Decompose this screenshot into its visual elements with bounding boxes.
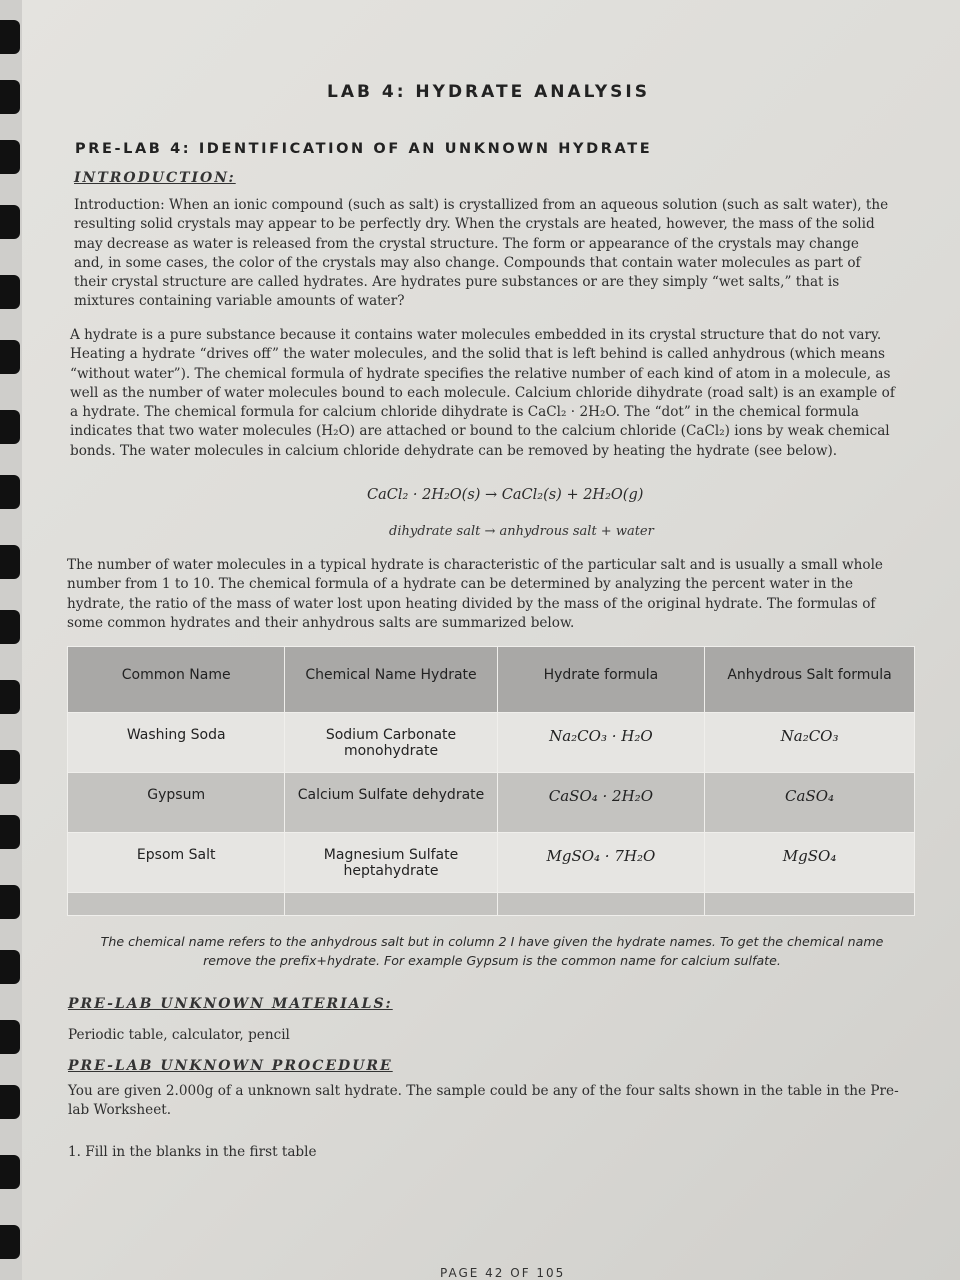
binder-ring	[0, 475, 20, 509]
table-note	[82, 932, 902, 970]
introduction-heading: INTRODUCTION:	[74, 170, 236, 186]
empty-cell	[285, 893, 497, 916]
binder-ring	[0, 815, 20, 849]
binder-ring	[0, 950, 20, 984]
binder-ring	[0, 410, 20, 444]
anhydrous-formula-cell: MgSO₄	[705, 833, 915, 893]
intro-paragraph-3: The number of water molecules in a typical hydrate is characteristic of the particular salt and is usually a small whole number from 1 to 10. The chemical formula of a hydrate can be determined by analyzing the percent water in the hydrate, the ratio of the mass of water lost upon heating divided by the mass of the original hydrate. The formulas of some common hydrates and their anhydrous salts are summarized below.	[67, 557, 883, 631]
binder-ring	[0, 140, 20, 174]
chemical-name-cell: Sodium Carbonate monohydrate	[285, 713, 497, 773]
binder-spine	[0, 0, 22, 1280]
common-name-cell: Washing Soda	[68, 713, 285, 773]
chemical-name-cell: Magnesium Sulfate heptahydrate	[285, 833, 497, 893]
page-title: LAB 4: HYDRATE ANALYSIS	[327, 82, 650, 102]
column-header: Anhydrous Salt formula	[705, 647, 915, 713]
binder-ring	[0, 1085, 20, 1119]
table-row	[68, 833, 915, 893]
binder-ring	[0, 205, 20, 239]
empty-cell	[705, 893, 915, 916]
anhydrous-formula-cell: CaSO₄	[705, 773, 915, 833]
hydrate-formula-cell: Na₂CO₃ · H₂O	[497, 713, 704, 773]
prelab-subtitle: PRE-LAB 4: IDENTIFICATION OF AN UNKNOWN HYDRATE	[75, 141, 653, 157]
column-header: Chemical Name Hydrate	[285, 647, 497, 713]
binder-ring	[0, 610, 20, 644]
column-header: Hydrate formula	[497, 647, 704, 713]
materials-text: Periodic table, calculator, pencil	[68, 1027, 290, 1043]
table-note-line-2: remove the prefix+hydrate. For example Gypsum is the common name for calcium sulfate.	[203, 953, 781, 968]
page-number: PAGE 42 OF 105	[440, 1266, 566, 1280]
table-row	[68, 713, 915, 773]
hydrate-table	[67, 646, 915, 916]
document-page	[22, 0, 960, 1280]
binder-ring	[0, 340, 20, 374]
common-name-cell: Epsom Salt	[68, 833, 285, 893]
table-row	[68, 773, 915, 833]
hydrate-formula-cell: CaSO₄ · 2H₂O	[497, 773, 704, 833]
procedure-text: You are given 2.000g of a unknown salt hydrate. The sample could be any of the four salts shown in the table in the Pre-lab Worksheet.	[68, 1083, 899, 1119]
hydrate-formula-cell: MgSO₄ · 7H₂O	[497, 833, 704, 893]
procedure-step: 1. Fill in the blanks in the first table	[68, 1144, 317, 1160]
table-row-empty	[68, 893, 915, 916]
binder-ring	[0, 275, 20, 309]
materials-heading: PRE-LAB UNKNOWN MATERIALS:	[68, 996, 393, 1012]
common-name-cell: Gypsum	[68, 773, 285, 833]
binder-ring	[0, 80, 20, 114]
binder-ring	[0, 680, 20, 714]
binder-ring	[0, 1225, 20, 1259]
procedure-heading: PRE-LAB UNKNOWN PROCEDURE	[68, 1058, 393, 1074]
binder-ring	[0, 20, 20, 54]
empty-cell	[68, 893, 285, 916]
binder-ring	[0, 750, 20, 784]
table-header-row	[68, 647, 915, 713]
binder-ring	[0, 545, 20, 579]
intro-paragraph-2: A hydrate is a pure substance because it contains water molecules embedded in its crystal structure that do not vary. Heating a hydrate “drives off” the water molecules, and the solid that is left behind is called anhydrous (which means “without water”). The chemical formula of hydrate specifies the relative number of each kind of atom in a molecule, as well as the number of water molecules bound to each molecule. Calcium chloride dihydrate (road salt) is an example of a hydrate. The chemical formula for calcium chloride dihydrate is CaCl₂ · 2H₂O. The “dot” in the chemical formula indicates that two water molecules (H₂O) are attached or bound to the calcium chloride (CaCl₂) ions by weak chemical bonds. The water molecules in calcium chloride dehydrate can be removed by heating the hydrate (see below).	[70, 327, 895, 459]
binder-ring	[0, 1020, 20, 1054]
chemical-name-cell: Calcium Sulfate dehydrate	[285, 773, 497, 833]
column-header: Common Name	[68, 647, 285, 713]
empty-cell	[497, 893, 704, 916]
dehydration-equation: CaCl₂ · 2H₂O(s) → CaCl₂(s) + 2H₂O(g)	[367, 487, 644, 503]
equation-caption: dihydrate salt → anhydrous salt + water	[389, 524, 654, 539]
binder-ring	[0, 1155, 20, 1189]
binder-ring	[0, 885, 20, 919]
anhydrous-formula-cell: Na₂CO₃	[705, 713, 915, 773]
intro-paragraph-1: Introduction: When an ionic compound (such as salt) is crystallized from an aqueous solution (such as salt water), the resulting solid crystals may appear to be perfectly dry. When the crystals are heated, however, the mass of the solid may decrease as water is released from the crystal structure. The form or appearance of the crystals may change and, in some cases, the color of the crystals may also change. Compounds that contain water molecules as part of their crystal structure are called hydrates. Are hydrates pure substances or are they simply “wet salts,” that is mixtures containing variable amounts of water?	[74, 197, 889, 310]
table-note-line-1: The chemical name refers to the anhydrous salt but in column 2 I have given the hydrate names. To get the chemical name	[100, 934, 884, 949]
